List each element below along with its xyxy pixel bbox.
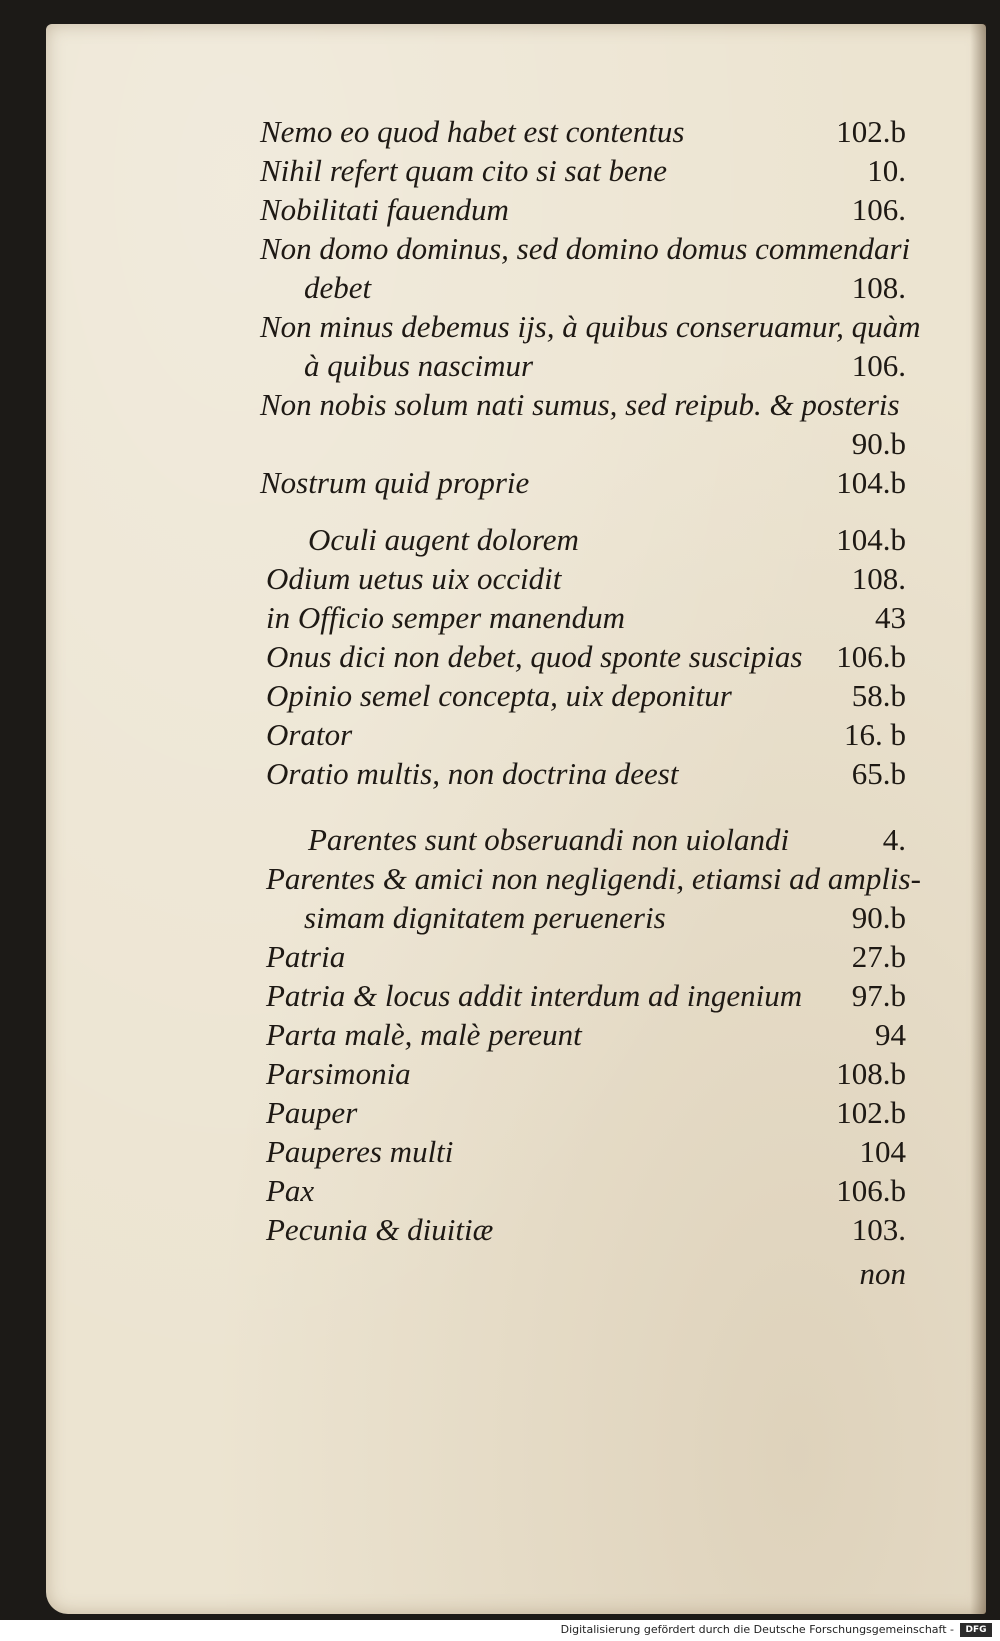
index-entry <box>46 598 986 638</box>
index-entry <box>46 229 986 269</box>
digitization-footer <box>0 1620 1000 1641</box>
index-entry <box>46 190 986 230</box>
index-entry <box>46 1132 986 1172</box>
entry-term: Patria <box>266 939 346 974</box>
entry-term: Parentes sunt obseruandi non uiolandi <box>308 822 790 857</box>
entry-page-ref: 108. <box>851 561 906 596</box>
entry-page-ref: 106.b <box>836 1173 906 1208</box>
footer-credit: Digitalisierung gefördert durch die Deutsche Forschungsgemeinschaft - <box>560 1623 954 1636</box>
entry-term: Nostrum quid proprie <box>260 465 530 500</box>
index-entry <box>46 820 986 860</box>
entry-page-ref: 104 <box>859 1134 906 1169</box>
index-entry <box>46 463 986 503</box>
index-entry <box>46 424 986 464</box>
entry-page-ref: 108.b <box>836 1056 906 1091</box>
entry-term: Pauperes multi <box>266 1134 454 1169</box>
entry-term: Pax <box>266 1173 315 1208</box>
entry-term: Parsimonia <box>266 1056 411 1091</box>
entry-page-ref: 97.b <box>851 978 906 1013</box>
entry-term: Patria & locus addit interdum ad ingenium <box>266 978 803 1013</box>
index-entry <box>46 1054 986 1094</box>
index-entry <box>46 112 986 152</box>
index-entry <box>46 976 986 1016</box>
entry-term: in Officio semper manendum <box>266 600 626 635</box>
index-entry <box>46 268 986 308</box>
entry-page-ref: 27.b <box>851 939 906 974</box>
dfg-logo-icon: DFG <box>960 1623 992 1637</box>
entry-page-ref: 94 <box>875 1017 906 1052</box>
catchword: non <box>859 1256 906 1291</box>
entry-page-ref: 106. <box>851 348 906 383</box>
entry-term: Onus dici non debet, quod sponte suscipias <box>266 639 803 674</box>
index-entry <box>46 520 986 560</box>
entry-term: simam dignitatem perueneris <box>304 900 666 935</box>
entry-term: Pecunia & diuitiæ <box>266 1212 494 1247</box>
entry-page-ref: 102.b <box>836 114 906 149</box>
entry-page-ref: 90.b <box>851 900 906 935</box>
index-entry <box>46 346 986 386</box>
entry-term: Odium uetus uix occidit <box>266 561 562 596</box>
entry-term: Opinio semel concepta, uix deponitur <box>266 678 732 713</box>
entry-term: Oculi augent dolorem <box>308 522 579 557</box>
book-page <box>46 24 986 1614</box>
entry-page-ref: 10. <box>867 153 906 188</box>
entry-term: Non domo dominus, sed domino domus commendari <box>260 231 911 266</box>
index-entry <box>46 715 986 755</box>
entry-page-ref: 102.b <box>836 1095 906 1130</box>
entry-term: à quibus nascimur <box>304 348 534 383</box>
entry-page-ref: 103. <box>851 1212 906 1247</box>
entry-term: Parentes & amici non negligendi, etiamsi ad amplis- <box>266 861 921 896</box>
index-entry <box>46 1210 986 1250</box>
entry-term: debet <box>304 270 372 305</box>
entry-page-ref: 106.b <box>836 639 906 674</box>
index-entry <box>46 676 986 716</box>
entry-term: Nihil refert quam cito si sat bene <box>260 153 667 188</box>
entry-page-ref: 104.b <box>836 522 906 557</box>
entry-page-ref: 16. b <box>844 717 906 752</box>
entry-term: Non minus debemus ijs, à quibus conseruamur, quàm <box>260 309 921 344</box>
entry-term: Nobilitati fauendum <box>260 192 509 227</box>
index-entry <box>46 859 986 899</box>
entry-term: Parta malè, malè pereunt <box>266 1017 582 1052</box>
entry-term: Oratio multis, non doctrina deest <box>266 756 679 791</box>
entry-term: Non nobis solum nati sumus, sed reipub. & posteris <box>260 387 900 422</box>
index-entry <box>46 898 986 938</box>
index-entry <box>46 937 986 977</box>
index-entry <box>46 385 986 425</box>
entry-term: Orator <box>266 717 353 752</box>
index-entry <box>46 754 986 794</box>
index-entry <box>46 1171 986 1211</box>
index-entry <box>46 559 986 599</box>
entry-page-ref: 65.b <box>851 756 906 791</box>
index-entry <box>46 307 986 347</box>
index-entries <box>46 24 986 1614</box>
index-entry <box>46 1093 986 1133</box>
entry-page-ref: 43 <box>875 600 906 635</box>
index-entry <box>46 151 986 191</box>
entry-page-ref: 58.b <box>851 678 906 713</box>
index-entry <box>46 637 986 677</box>
index-entry <box>46 1015 986 1055</box>
entry-term: Pauper <box>266 1095 358 1130</box>
entry-page-ref: 108. <box>851 270 906 305</box>
entry-page-ref: 104.b <box>836 465 906 500</box>
entry-page-ref: 4. <box>882 822 906 857</box>
entry-term: Nemo eo quod habet est contentus <box>260 114 685 149</box>
entry-page-ref: 90.b <box>851 426 906 461</box>
entry-page-ref: 106. <box>851 192 906 227</box>
